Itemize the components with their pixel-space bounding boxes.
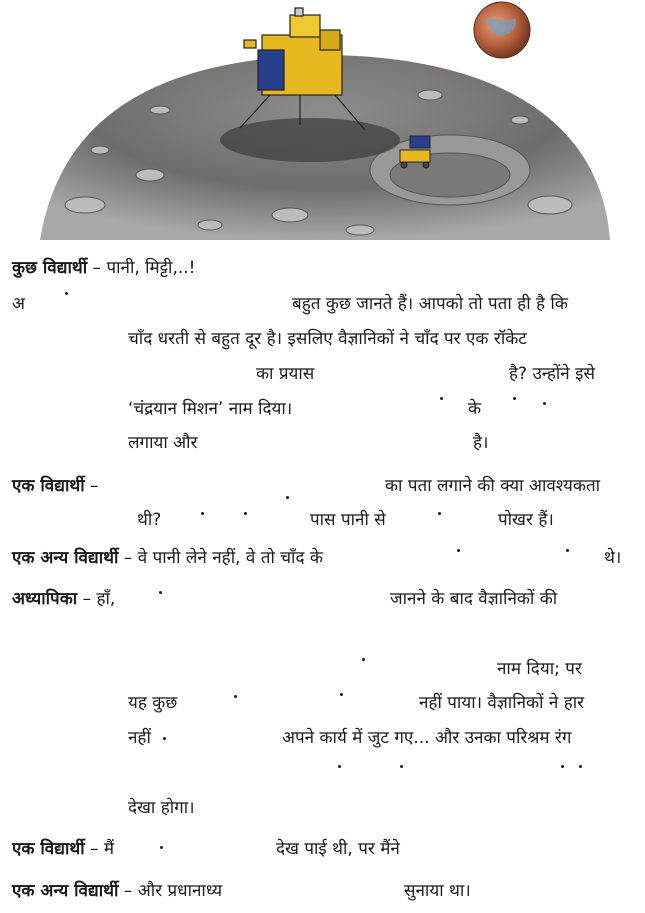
speaker: कुछ विद्यार्थी [12, 258, 88, 278]
moon-landing-illustration [0, 0, 645, 250]
text-fragment: है। [473, 433, 489, 453]
dialogue-line [12, 838, 114, 860]
text-fragment: नहीं पाया। वैज्ञानिकों ने हार [419, 693, 585, 713]
text-fragment: नहीं [128, 728, 151, 748]
text-fragment: थी? [137, 510, 162, 530]
text-fragment: सुनाया था। [404, 881, 471, 901]
dialogue-line [12, 257, 195, 279]
dialogue-text: – हाँ, [77, 589, 116, 609]
text-fragment: का पता लगाने की क्या आवश्यकता [385, 476, 601, 496]
dialogue-line [12, 547, 323, 569]
text-fragment: पास पानी से [310, 510, 386, 530]
text-fragment: का प्रयास [256, 364, 315, 384]
speaker: एक विद्यार्थी [12, 476, 85, 496]
text-fragment: अ [12, 294, 25, 314]
speaker: अध्यापिका [12, 589, 78, 609]
text-fragment: लगाया और [128, 433, 198, 453]
text-fragment: नाम दिया; पर [497, 659, 582, 679]
dialogue-line [12, 880, 222, 902]
dialogue-text: – वे पानी लेने नहीं, वे तो चाँद के [118, 548, 323, 568]
text-fragment: ‘चंद्रयान मिशन’ नाम दिया। [128, 399, 293, 419]
text-fragment: है? उन्होंने इसे [509, 364, 595, 384]
text-fragment: यह कुछ [128, 693, 178, 713]
text-fragment: जानने के बाद वैज्ञानिकों की [390, 589, 558, 609]
dialogue-line [12, 475, 99, 497]
dialogue-line [12, 588, 115, 610]
text-fragment: के [468, 399, 482, 419]
text-fragment: बहुत कुछ जानते हैं। आपको तो पता ही है कि [292, 294, 568, 314]
speaker: एक विद्यार्थी [12, 839, 85, 859]
speaker: एक अन्य विद्यार्थी [12, 548, 119, 568]
dialogue-text: – और प्रधानाध्य [118, 881, 223, 901]
text-fragment: अपने कार्य में जुट गए... और उनका परिश्रम रंग [282, 728, 572, 748]
dialogue-line: देखा होगा। [128, 798, 195, 818]
dialogue-line: चाँद धरती से बहुत दूर है। इसलिए वैज्ञानिकों ने चाँद पर एक रॉकेट [128, 329, 527, 349]
speaker: एक अन्य विद्यार्थी [12, 881, 119, 901]
text-fragment: देख पाई थी, पर मैंने [276, 839, 400, 859]
text-fragment: पोखर हैं। [498, 510, 554, 530]
dialogue-text: – मैं [84, 839, 115, 859]
dialogue-text: – पानी, मिट्टी,..! [87, 258, 196, 278]
dialogue-text: – [84, 476, 99, 496]
text-fragment: थे। [604, 548, 622, 568]
